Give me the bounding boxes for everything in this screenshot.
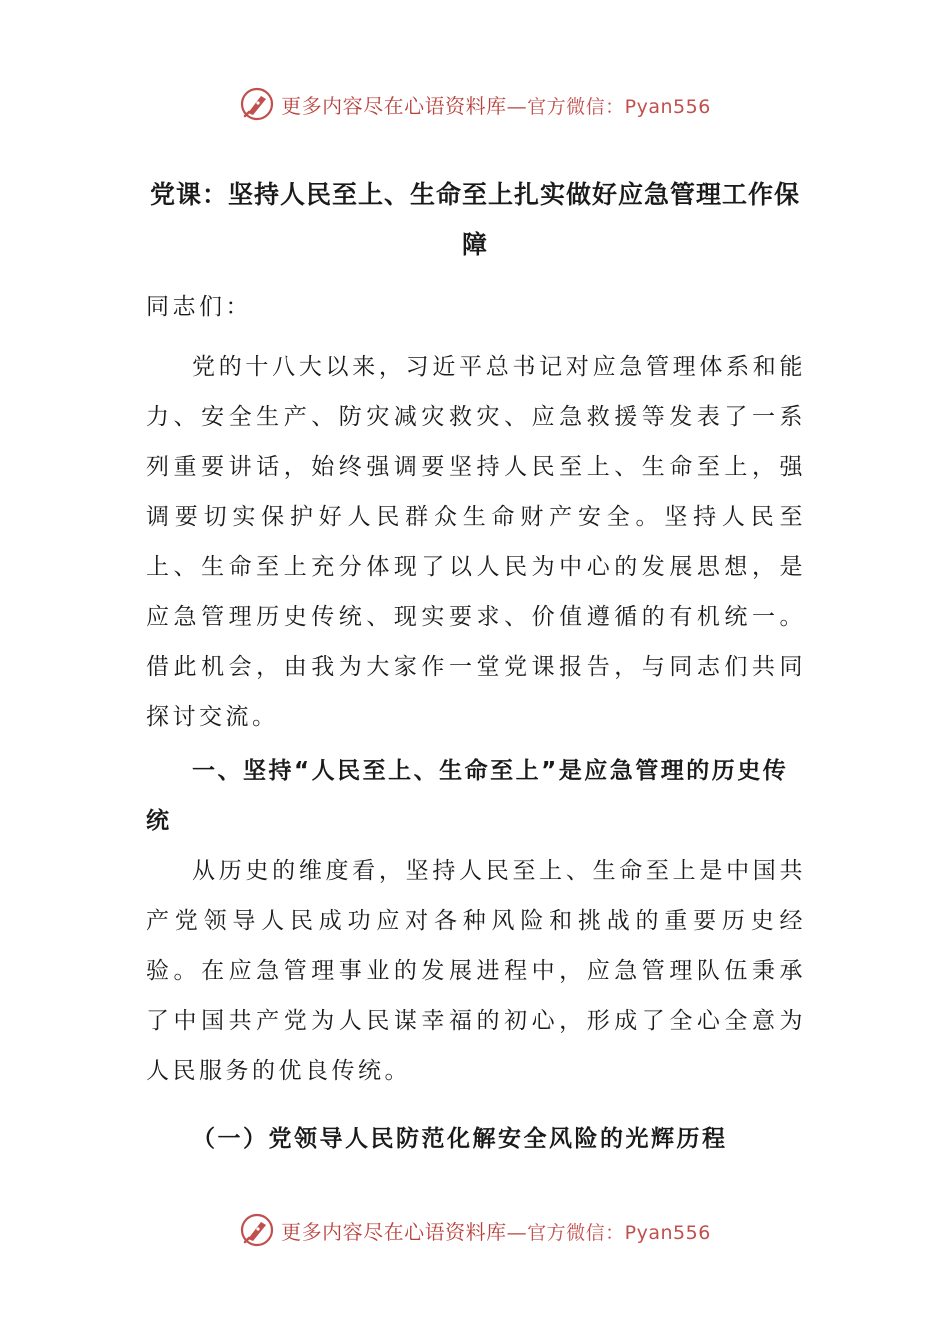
watermark-main-text: 更多内容尽在心语资料库: [281, 93, 507, 118]
subsection-heading-1: （一）党领导人民防范化解安全风险的光辉历程: [192, 1126, 728, 1152]
watermark-separator: —: [506, 93, 528, 118]
watermark-main-text: 更多内容尽在心语资料库: [281, 1219, 507, 1244]
watermark-contact-text: 官方微信：Pyan556: [527, 95, 711, 118]
watermark-footer: [0, 1208, 950, 1252]
document-title: 党课：坚持人民至上、生命至上扎实做好应急管理工作保障: [150, 180, 801, 259]
salutation: 同志们：: [146, 294, 252, 320]
pen-nib-logo-icon: [239, 86, 275, 122]
section-heading-1: 一、坚持“人民至上、生命至上”是应急管理的历史传统: [146, 758, 789, 834]
document-body: [146, 282, 806, 1164]
watermark-header: [0, 82, 950, 126]
pen-nib-logo-icon: [239, 1212, 275, 1248]
intro-paragraph: 党的十八大以来，习近平总书记对应急管理体系和能力、安全生产、防灾减灾救灾、应急救援等发表了一系列重要讲话，始终强调要坚持人民至上、生命至上，强调要切实保护好人民群众生命财产安全。坚持人民至上、生命至上充分体现了以人民为中心的发展思想，是应急管理历史传统、现实要求、价值遵循的有机统一。借此机会，由我为大家作一堂党课报告，与同志们共同探讨交流。: [146, 354, 806, 730]
watermark-separator: —: [506, 1219, 528, 1244]
section-1-paragraph: 从历史的维度看，坚持人民至上、生命至上是中国共产党领导人民成功应对各种风险和挑战的重要历史经验。在应急管理事业的发展进程中，应急管理队伍秉承了中国共产党为人民谋幸福的初心，形成了全心全意为人民服务的优良传统。: [146, 858, 806, 1084]
watermark-contact-text: 官方微信：Pyan556: [527, 1221, 711, 1244]
